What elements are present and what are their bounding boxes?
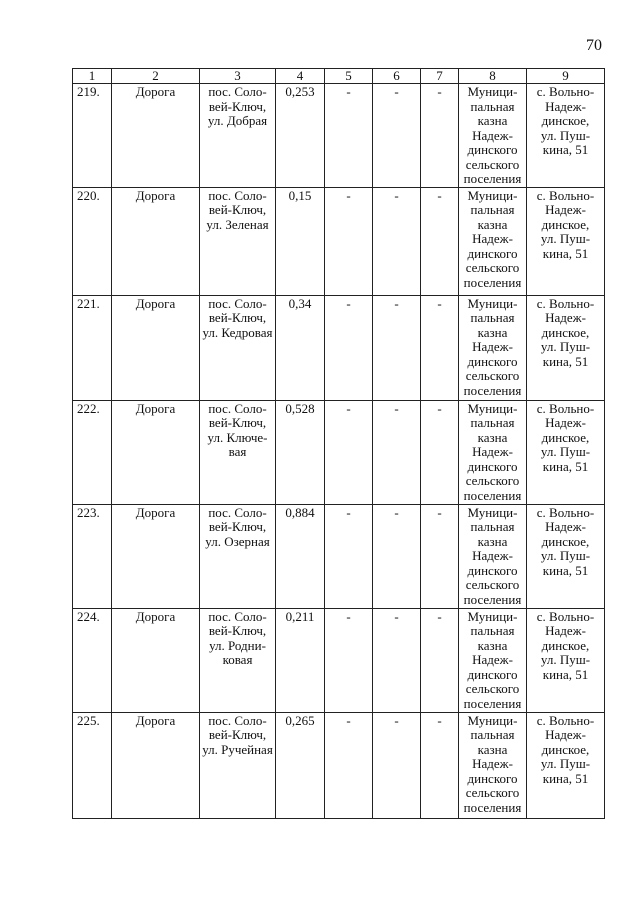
cell-length: 0,265 (276, 712, 325, 818)
table-row (73, 608, 605, 712)
cell-length: 0,211 (276, 608, 325, 712)
cell-object-name: Дорога (112, 504, 200, 608)
cell-number: 221. (73, 295, 112, 400)
cell-col-6: - (373, 608, 421, 712)
cell-owner: Муници- пальная казна Надеж- динского сельского поселения (459, 608, 527, 712)
page-number: 70 (586, 37, 602, 54)
cell-address: пос. Соло- вей-Ключ, ул. Кедровая (200, 295, 276, 400)
cell-address: пос. Соло- вей-Ключ, ул. Зеленая (200, 187, 276, 295)
table-row (73, 400, 605, 504)
cell-col-7: - (421, 712, 459, 818)
cell-owner: Муници- пальная казна Надеж- динского сельского поселения (459, 187, 527, 295)
cell-object-name: Дорога (112, 84, 200, 188)
cell-address: пос. Соло- вей-Ключ, ул. Родни- ковая (200, 608, 276, 712)
cell-length: 0,34 (276, 295, 325, 400)
cell-number: 220. (73, 187, 112, 295)
cell-number: 223. (73, 504, 112, 608)
cell-address: пос. Соло- вей-Ключ, ул. Ручейная (200, 712, 276, 818)
cell-col-7: - (421, 84, 459, 188)
header-row (73, 69, 605, 84)
cell-object-name: Дорога (112, 712, 200, 818)
cell-location: с. Вольно- Надеж- динское, ул. Пуш- кина, 51 (527, 608, 605, 712)
header-col-3: 3 (200, 69, 276, 84)
cell-address: пос. Соло- вей-Ключ, ул. Добрая (200, 84, 276, 188)
table-row (73, 84, 605, 188)
cell-address: пос. Соло- вей-Ключ, ул. Ключе- вая (200, 400, 276, 504)
table-row (73, 504, 605, 608)
cell-col-5: - (325, 84, 373, 188)
cell-object-name: Дорога (112, 400, 200, 504)
cell-col-6: - (373, 84, 421, 188)
cell-location: с. Вольно- Надеж- динское, ул. Пуш- кина, 51 (527, 504, 605, 608)
cell-length: 0,15 (276, 187, 325, 295)
cell-owner: Муници- пальная казна Надеж- динского сельского поселения (459, 504, 527, 608)
table-row (73, 295, 605, 400)
cell-owner: Муници- пальная казна Надеж- динского сельского поселения (459, 712, 527, 818)
cell-col-5: - (325, 608, 373, 712)
header-col-2: 2 (112, 69, 200, 84)
cell-location: с. Вольно- Надеж- динское, ул. Пуш- кина, 51 (527, 84, 605, 188)
cell-number: 219. (73, 84, 112, 188)
cell-col-7: - (421, 400, 459, 504)
cell-location: с. Вольно- Надеж- динское, ул. Пуш- кина, 51 (527, 187, 605, 295)
cell-number: 222. (73, 400, 112, 504)
header-col-5: 5 (325, 69, 373, 84)
cell-col-6: - (373, 504, 421, 608)
cell-col-7: - (421, 187, 459, 295)
register-table (72, 68, 605, 819)
cell-col-7: - (421, 504, 459, 608)
cell-address: пос. Соло- вей-Ключ, ул. Озерная (200, 504, 276, 608)
cell-object-name: Дорога (112, 187, 200, 295)
header-col-8: 8 (459, 69, 527, 84)
table-body (73, 84, 605, 819)
cell-object-name: Дорога (112, 608, 200, 712)
cell-col-5: - (325, 504, 373, 608)
cell-col-6: - (373, 712, 421, 818)
cell-number: 225. (73, 712, 112, 818)
cell-col-6: - (373, 295, 421, 400)
cell-location: с. Вольно- Надеж- динское, ул. Пуш- кина, 51 (527, 400, 605, 504)
header-col-1: 1 (73, 69, 112, 84)
cell-col-5: - (325, 400, 373, 504)
header-col-9: 9 (527, 69, 605, 84)
cell-col-5: - (325, 295, 373, 400)
header-col-6: 6 (373, 69, 421, 84)
cell-col-5: - (325, 712, 373, 818)
cell-col-6: - (373, 187, 421, 295)
cell-location: с. Вольно- Надеж- динское, ул. Пуш- кина, 51 (527, 295, 605, 400)
cell-length: 0,253 (276, 84, 325, 188)
cell-col-7: - (421, 608, 459, 712)
cell-location: с. Вольно- Надеж- динское, ул. Пуш- кина, 51 (527, 712, 605, 818)
table-row (73, 712, 605, 818)
cell-col-6: - (373, 400, 421, 504)
header-col-7: 7 (421, 69, 459, 84)
cell-length: 0,884 (276, 504, 325, 608)
cell-col-7: - (421, 295, 459, 400)
cell-number: 224. (73, 608, 112, 712)
header-col-4: 4 (276, 69, 325, 84)
cell-length: 0,528 (276, 400, 325, 504)
cell-owner: Муници- пальная казна Надеж- динского сельского поселения (459, 400, 527, 504)
cell-col-5: - (325, 187, 373, 295)
cell-object-name: Дорога (112, 295, 200, 400)
table-header (73, 69, 605, 84)
cell-owner: Муници- пальная казна Надеж- динского сельского поселения (459, 295, 527, 400)
table-row (73, 187, 605, 295)
cell-owner: Муници- пальная казна Надеж- динского сельского поселения (459, 84, 527, 188)
